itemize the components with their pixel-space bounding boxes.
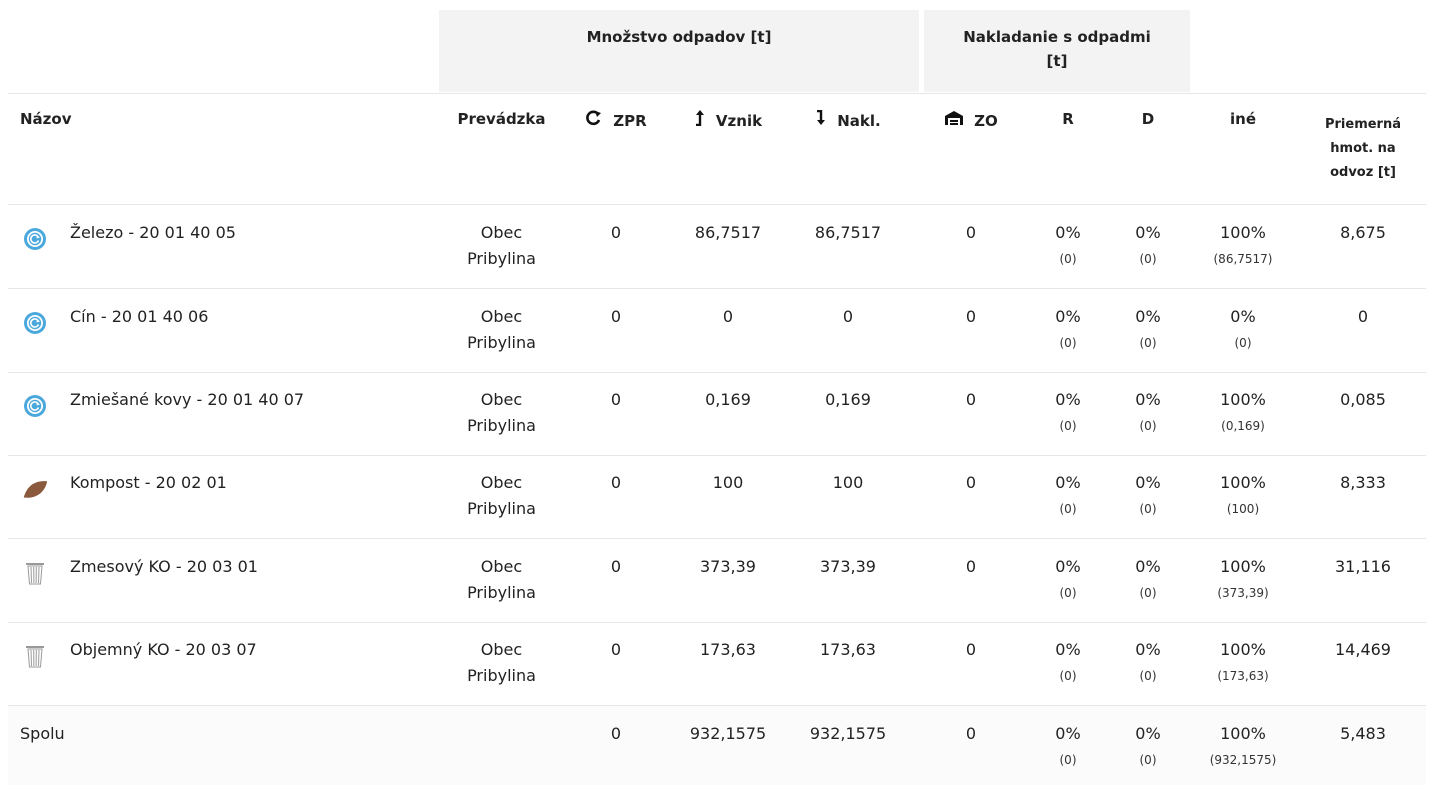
group-header-mnozstvo <box>439 10 919 92</box>
row-name <box>22 554 258 586</box>
cell-ine-value: 0% <box>1230 307 1256 326</box>
cell-d-value: 0% <box>1135 223 1161 242</box>
cell-ine-value: 100% <box>1220 390 1266 409</box>
cell-zpr-value: 0 <box>610 640 622 659</box>
col-header-nakl-label: Nakl. <box>837 112 881 130</box>
cell-ine-sub: (86,7517) <box>1213 252 1273 266</box>
trash-bin-icon <box>22 560 48 586</box>
row-name <box>22 304 208 336</box>
cell-d-sub: (0) <box>1139 252 1157 266</box>
cell-r <box>1028 387 1108 439</box>
divider <box>8 93 1426 94</box>
cell-prevadzka-l2: Pribylina <box>467 666 536 685</box>
col-header-d[interactable]: D <box>1141 110 1155 128</box>
cell-d-sub: (0) <box>1139 669 1157 683</box>
col-header-zo[interactable] <box>926 110 1016 130</box>
cell-zpr-value: 0 <box>610 724 622 743</box>
cell-avg-value: 0 <box>1357 307 1369 326</box>
col-header-prevadzka[interactable]: Prevádzka <box>457 110 546 128</box>
cell-nakl <box>798 637 898 663</box>
cell-r <box>1028 554 1108 606</box>
cell-d-value: 0% <box>1135 557 1161 576</box>
cell-r-value: 0% <box>1055 307 1081 326</box>
cell-prevadzka-l2: Pribylina <box>467 583 536 602</box>
group-header-nakladanie <box>924 10 1190 92</box>
cell-d-sub: (0) <box>1139 419 1157 433</box>
cell-ine <box>1188 470 1298 522</box>
warehouse-icon <box>944 110 964 130</box>
cell-avg <box>1303 721 1423 747</box>
cell-r-sub: (0) <box>1059 586 1077 600</box>
cell-zo <box>926 721 1016 747</box>
cell-ine <box>1188 637 1298 689</box>
cell-avg <box>1303 470 1423 496</box>
col-header-nakl[interactable] <box>798 110 898 130</box>
rotate-icon <box>585 110 603 130</box>
cell-ine <box>1188 220 1298 272</box>
cell-vznik <box>678 304 778 330</box>
cell-ine-sub: (173,63) <box>1217 669 1269 683</box>
cell-zo-value: 0 <box>965 307 977 326</box>
cell-zpr <box>571 220 661 246</box>
cell-nakl-value: 173,63 <box>820 640 876 659</box>
cell-r <box>1028 220 1108 272</box>
cell-nakl <box>798 721 898 747</box>
cell-r <box>1028 304 1108 356</box>
cell-avg-value: 8,675 <box>1340 223 1386 242</box>
cell-d <box>1108 220 1188 272</box>
row-name <box>22 637 257 669</box>
cell-nakl <box>798 304 898 330</box>
cell-r-value: 0% <box>1055 557 1081 576</box>
cell-d-sub: (0) <box>1139 502 1157 516</box>
cell-vznik-value: 0 <box>722 307 734 326</box>
table-row[interactable] <box>8 539 1426 623</box>
cell-nakl-value: 0,169 <box>825 390 871 409</box>
cell-avg-value: 0,085 <box>1340 390 1386 409</box>
col-header-nazov[interactable]: Názov <box>20 110 72 128</box>
col-header-priemer-l3: odvoz [t] <box>1330 165 1396 180</box>
cell-d-sub: (0) <box>1139 753 1157 767</box>
cell-ine-value: 100% <box>1220 223 1266 242</box>
cell-zpr <box>571 387 661 413</box>
cell-avg <box>1303 220 1423 246</box>
cell-nakl <box>798 387 898 413</box>
cell-ine <box>1188 554 1298 606</box>
group-title-line1: Nakladanie s odpadmi <box>963 28 1151 46</box>
leaf-icon <box>22 476 48 502</box>
cell-ine <box>1188 721 1298 773</box>
cell-zpr <box>571 637 661 663</box>
table-row[interactable] <box>8 205 1426 289</box>
cell-prevadzka <box>444 554 559 606</box>
cell-prevadzka-l1: Obec <box>480 473 523 492</box>
cell-d-value: 0% <box>1135 724 1161 743</box>
cell-zo-value: 0 <box>965 473 977 492</box>
row-name-label: Cín - 20 01 40 06 <box>70 307 209 326</box>
cell-zo-value: 0 <box>965 223 977 242</box>
col-header-zpr[interactable] <box>571 110 661 130</box>
cell-zpr <box>571 721 661 747</box>
cell-prevadzka <box>444 387 559 439</box>
cell-prevadzka-l1: Obec <box>480 557 523 576</box>
cell-r-value: 0% <box>1055 640 1081 659</box>
cell-avg-value: 14,469 <box>1335 640 1391 659</box>
cell-nakl-value: 100 <box>832 473 864 492</box>
cell-d-value: 0% <box>1135 640 1161 659</box>
cell-r <box>1028 470 1108 522</box>
cell-r <box>1028 721 1108 773</box>
cell-zo-value: 0 <box>965 640 977 659</box>
cell-zo <box>926 220 1016 246</box>
row-name-label: Objemný KO - 20 03 07 <box>70 640 257 659</box>
cell-prevadzka-l1: Obec <box>480 223 523 242</box>
cell-r-sub: (0) <box>1059 419 1077 433</box>
cell-zo <box>926 554 1016 580</box>
cell-nakl <box>798 554 898 580</box>
cell-zo-value: 0 <box>965 557 977 576</box>
cell-zpr-value: 0 <box>610 390 622 409</box>
cell-ine-value: 100% <box>1220 640 1266 659</box>
cell-ine <box>1188 304 1298 356</box>
cell-nakl-value: 373,39 <box>820 557 876 576</box>
col-header-zpr-label: ZPR <box>613 112 647 130</box>
cell-prevadzka-l2: Pribylina <box>467 333 536 352</box>
cell-vznik-value: 86,7517 <box>694 223 762 242</box>
col-header-r[interactable]: R <box>1062 110 1074 128</box>
col-header-vznik[interactable] <box>678 110 778 130</box>
cell-r-value: 0% <box>1055 390 1081 409</box>
cell-nakl-value: 0 <box>842 307 854 326</box>
cell-vznik <box>678 387 778 413</box>
cell-d <box>1108 637 1188 689</box>
cell-d <box>1108 304 1188 356</box>
cell-zo <box>926 637 1016 663</box>
row-name <box>22 387 304 419</box>
cell-avg-value: 5,483 <box>1340 724 1386 743</box>
cell-r-sub: (0) <box>1059 336 1077 350</box>
table-row[interactable] <box>8 455 1426 539</box>
cell-prevadzka-l1: Obec <box>480 307 523 326</box>
arrow-up-icon <box>694 110 706 130</box>
group-title-line2: [t] <box>1046 52 1068 70</box>
cell-zo-value: 0 <box>965 724 977 743</box>
col-header-priemer-l2: hmot. na <box>1330 141 1396 156</box>
cell-r-sub: (0) <box>1059 669 1077 683</box>
cell-avg <box>1303 304 1423 330</box>
cell-ine-sub: (100) <box>1226 502 1260 516</box>
cell-zpr-value: 0 <box>610 557 622 576</box>
table-row[interactable] <box>8 372 1426 456</box>
cell-zo-value: 0 <box>965 390 977 409</box>
cell-ine-sub: (0,169) <box>1221 419 1265 433</box>
cell-prevadzka-l1: Obec <box>480 390 523 409</box>
cell-zpr <box>571 554 661 580</box>
recycle-gear-icon <box>22 310 48 336</box>
cell-nakl <box>798 220 898 246</box>
col-header-priemer[interactable] <box>1303 113 1423 185</box>
group-title-nakladanie <box>924 25 1190 73</box>
total-row <box>8 706 1426 785</box>
cell-vznik <box>678 721 778 747</box>
cell-r-value: 0% <box>1055 223 1081 242</box>
cell-zpr-value: 0 <box>610 307 622 326</box>
row-name-label: Kompost - 20 02 01 <box>70 473 227 492</box>
cell-zo <box>926 387 1016 413</box>
col-header-vznik-label: Vznik <box>715 112 763 130</box>
recycle-gear-icon <box>22 226 48 252</box>
cell-d <box>1108 721 1188 773</box>
cell-r-sub: (0) <box>1059 502 1077 516</box>
cell-ine-sub: (0) <box>1234 336 1252 350</box>
row-name-label: Zmiešané kovy - 20 01 40 07 <box>70 390 305 409</box>
cell-avg <box>1303 637 1423 663</box>
cell-d <box>1108 554 1188 606</box>
cell-d-value: 0% <box>1135 473 1161 492</box>
row-name-label: Zmesový KO - 20 03 01 <box>70 557 258 576</box>
col-header-ine[interactable]: iné <box>1230 110 1256 128</box>
cell-r-sub: (0) <box>1059 252 1077 266</box>
arrow-down-icon <box>815 110 827 130</box>
col-header-zo-label: ZO <box>974 112 998 130</box>
cell-d <box>1108 387 1188 439</box>
cell-avg <box>1303 387 1423 413</box>
cell-prevadzka <box>444 470 559 522</box>
cell-vznik-value: 932,1575 <box>689 724 767 743</box>
cell-vznik <box>678 637 778 663</box>
cell-vznik <box>678 554 778 580</box>
cell-zpr <box>571 470 661 496</box>
cell-r <box>1028 637 1108 689</box>
cell-vznik-value: 100 <box>712 473 744 492</box>
cell-d-value: 0% <box>1135 390 1161 409</box>
cell-zpr-value: 0 <box>610 223 622 242</box>
table-row[interactable] <box>8 622 1426 706</box>
cell-zo <box>926 304 1016 330</box>
cell-vznik-value: 173,63 <box>700 640 756 659</box>
cell-prevadzka-l2: Pribylina <box>467 499 536 518</box>
cell-d <box>1108 470 1188 522</box>
cell-prevadzka <box>444 637 559 689</box>
cell-vznik-value: 0,169 <box>705 390 751 409</box>
cell-prevadzka <box>444 304 559 356</box>
cell-vznik <box>678 220 778 246</box>
cell-d-value: 0% <box>1135 307 1161 326</box>
cell-nakl-value: 86,7517 <box>814 223 882 242</box>
cell-ine <box>1188 387 1298 439</box>
cell-nakl <box>798 470 898 496</box>
cell-ine-sub: (373,39) <box>1217 586 1269 600</box>
cell-ine-value: 100% <box>1220 724 1266 743</box>
table-row[interactable] <box>8 289 1426 373</box>
cell-prevadzka-l1: Obec <box>480 640 523 659</box>
trash-bin-icon <box>22 643 48 669</box>
group-title-mnozstvo: Množstvo odpadov [t] <box>586 28 772 46</box>
cell-r-value: 0% <box>1055 473 1081 492</box>
cell-zpr-value: 0 <box>610 473 622 492</box>
cell-prevadzka-l2: Pribylina <box>467 416 536 435</box>
cell-ine-value: 100% <box>1220 473 1266 492</box>
cell-prevadzka <box>444 220 559 272</box>
recycle-gear-icon <box>22 393 48 419</box>
cell-zpr <box>571 304 661 330</box>
cell-zo <box>926 470 1016 496</box>
row-name-label: Železo - 20 01 40 05 <box>70 223 236 242</box>
cell-prevadzka-l2: Pribylina <box>467 249 536 268</box>
cell-ine-sub: (932,1575) <box>1209 753 1277 767</box>
total-label: Spolu <box>20 724 65 743</box>
row-name <box>22 220 236 252</box>
cell-r-value: 0% <box>1055 724 1081 743</box>
cell-vznik <box>678 470 778 496</box>
col-header-priemer-l1: Priemerná <box>1324 117 1401 132</box>
cell-avg <box>1303 554 1423 580</box>
cell-d-sub: (0) <box>1139 586 1157 600</box>
cell-avg-value: 8,333 <box>1340 473 1386 492</box>
cell-vznik-value: 373,39 <box>700 557 756 576</box>
cell-nakl-value: 932,1575 <box>809 724 887 743</box>
cell-d-sub: (0) <box>1139 336 1157 350</box>
cell-r-sub: (0) <box>1059 753 1077 767</box>
cell-ine-value: 100% <box>1220 557 1266 576</box>
cell-avg-value: 31,116 <box>1335 557 1391 576</box>
row-name <box>22 470 227 502</box>
